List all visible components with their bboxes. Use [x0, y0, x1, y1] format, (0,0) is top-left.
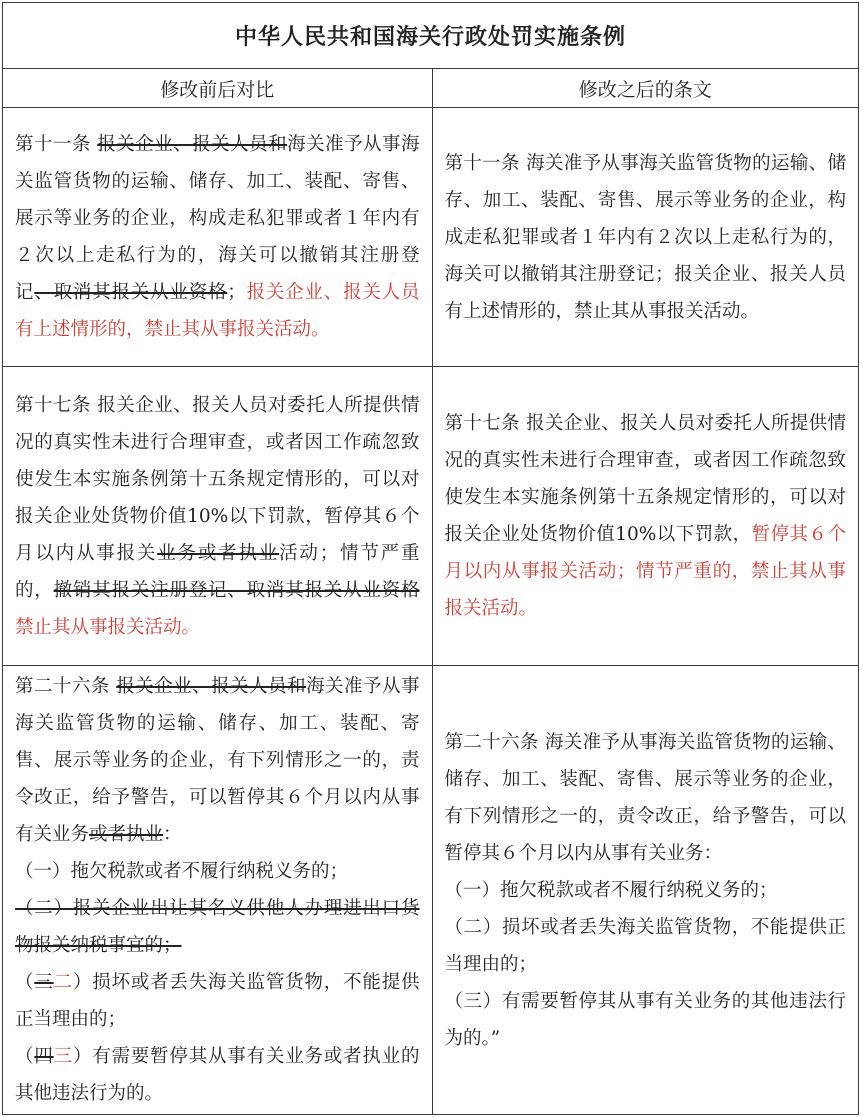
- plain-text: 第十一条 海关准予从事海关监管货物的运输、储存、加工、装配、寄售、展示等业务的企业，构成走私犯罪或者１年内有２次以上走私行为的，海关可以撤销其注册登记；报关企业、报关人员有上述情形的，禁止其从事报关活动。: [444, 152, 846, 322]
- added-text: 三: [53, 1046, 73, 1067]
- plain-text: 。: [181, 616, 201, 638]
- deleted-text: 三: [34, 972, 54, 993]
- list-item: （二）损坏或者丢失海关监管货物，不能提供正当理由的；: [444, 916, 846, 975]
- regulation-comparison-document: [2, 2, 859, 1115]
- plain-text: 第二十六条 海关准予从事海关监管货物的运输、储存、加工、装配、寄售、展示等业务的企业，有下列情形之一的，责令改正，给予警告，可以暂停其６个月以内从事有关业务：: [444, 731, 846, 864]
- table-row: [3, 108, 858, 367]
- article-11-amended: [432, 108, 858, 367]
- plain-text: ：: [163, 824, 182, 845]
- plain-text: 活动；情节严重的，: [15, 542, 420, 601]
- article-26-comparison: [3, 666, 432, 1115]
- deleted-text: 或者执业: [89, 824, 164, 845]
- header-before-after: 修改前后对比: [3, 69, 432, 108]
- list-item: （三）有需要暂停其从事有关业务的其他违法行为的。”: [444, 990, 846, 1049]
- plain-text: 第十一条: [15, 134, 98, 155]
- table-row: [3, 666, 858, 1115]
- header-row: [3, 69, 858, 108]
- plain-text: （: [15, 1046, 35, 1067]
- plain-text: ；: [227, 282, 246, 303]
- list-item: [15, 964, 420, 1038]
- article-11-comparison: [3, 108, 432, 367]
- deleted-text: 业务或者执业: [157, 542, 280, 564]
- plain-text: ）损坏或者丢失海关监管货物，不能提供正当理由的；: [15, 972, 420, 1030]
- deleted-list-item: （二）报关企业出让其名义供他人办理进出口货物报关纳税事宜的；: [15, 898, 420, 956]
- added-text: 二: [53, 972, 73, 993]
- plain-text: 第十七条 报关企业、报关人员对委托人所提供情况的真实性未进行合理审查，或者因工作疏忽致使发生本实施条例第十五条规定情形的，可以对报关企业处货物价值10%以下罚款，: [444, 413, 846, 545]
- comparison-table: [3, 69, 858, 1114]
- list-item: （一）拖欠税款或者不履行纳税义务的；: [444, 879, 778, 901]
- article-17-comparison: [3, 367, 432, 666]
- plain-text: 第二十六条: [15, 676, 117, 697]
- table-row: [3, 367, 858, 666]
- header-amended-text: 修改之后的条文: [432, 69, 858, 108]
- deleted-text: 四: [34, 1046, 54, 1067]
- deleted-text: 撤销其报关注册登记、取消其报关从业资格: [53, 579, 420, 601]
- deleted-text: 、取消其报关从业资格: [34, 282, 228, 303]
- deleted-text: 报关企业、报关人员和: [116, 676, 307, 697]
- plain-text: 海关准予从事海关监管货物的运输、储存、加工、装配、寄售、展示等业务的企业，构成走私犯罪或者１年内有２次以上走私行为的，海关可以撤销其注册登记: [15, 134, 420, 303]
- plain-text: ）有需要暂停其从事有关业务或者执业的其他违法行为的。: [15, 1046, 420, 1104]
- plain-text: 海关准予从事海关监管货物的运输、储存、加工、装配、寄售、展示等业务的企业，有下列情形之一的，责令改正，给予警告，可以暂停其６个月以内从事有关业务: [15, 676, 420, 845]
- added-text: 禁止其从事报关活动: [15, 616, 182, 638]
- plain-text: 第十七条 报关企业、报关人员对委托人所提供情况的真实性未进行合理审查，或者因工作疏忽致使发生本实施条例第十五条规定情形的，可以对报关企业处货物价值10%以下罚款，暂停其６个月以内从事报关: [15, 394, 420, 564]
- article-17-amended: [432, 367, 858, 666]
- plain-text: 。: [311, 319, 330, 340]
- added-text: 暂停其６个月以内从事报关活动；情节严重的，禁止其从事报关活动。: [444, 524, 846, 619]
- article-26-amended: [432, 666, 858, 1115]
- list-item: （一）拖欠税款或者不履行纳税义务的；: [15, 861, 349, 882]
- list-item: [15, 1038, 420, 1112]
- plain-text: （: [15, 972, 35, 993]
- document-title: 中华人民共和国海关行政处罚实施条例: [3, 3, 858, 69]
- added-text: 报关企业、报关人员有上述情形的，禁止其从事报关活动: [15, 282, 420, 340]
- deleted-text: 报关企业、报关人员和: [97, 134, 288, 155]
